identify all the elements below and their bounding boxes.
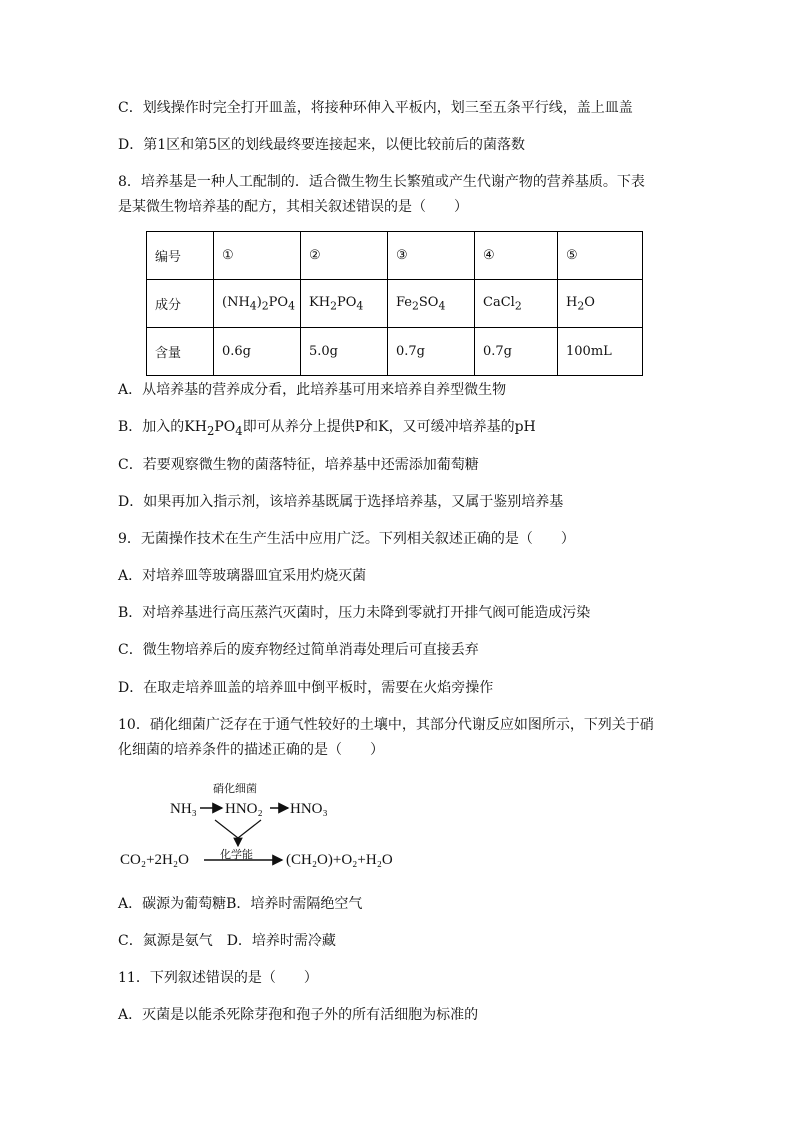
table-row [147, 328, 643, 376]
table-cell: 编号 [147, 232, 214, 280]
table-cell: ⑤ [558, 232, 643, 280]
table-cell: 含量 [147, 328, 214, 376]
table-cell: 0.6g [214, 328, 301, 376]
q10-stem-line1: 10．硝化细菌广泛存在于通气性较好的土壤中，其部分代谢反应如图所示，下列关于硝 [118, 717, 654, 733]
table-cell: ① [214, 232, 301, 280]
label-chemical-energy: 化学能 [220, 848, 253, 861]
q8-option-b: B．加入的$KH_2PO_4$即可从养分上提供P和K，又可缓冲培养基的pH [118, 419, 536, 438]
q10-stem-line2: 化细菌的培养条件的描述正确的是（ ） [118, 742, 384, 758]
table-cell: 0.7g [475, 328, 558, 376]
component-cell: CaCl$_2$ [475, 280, 558, 328]
table-cell: ③ [388, 232, 475, 280]
table-cell: 5.0g [301, 328, 388, 376]
medium-recipe-table [146, 231, 643, 376]
q8-stem-line1: 8．培养基是一种人工配制的．适合微生物生长繁殖或产生代谢产物的营养基质。下表 [118, 174, 645, 190]
component-cell: $H_2O$ [558, 280, 643, 328]
formula-hno2: HNO₂ [225, 801, 263, 817]
energy-branch-lines [215, 820, 261, 838]
q9-option-b: B．对培养基进行高压蒸汽灭菌时，压力未降到零就打开排气阀可能造成污染 [118, 605, 591, 621]
q8-option-a: A．从培养基的营养成分看，此培养基可用来培养自养型微生物 [118, 382, 507, 398]
formula-nh3: NH₃ [170, 801, 197, 817]
q8-stem-line2: 是某微生物培养基的配方，其相关叙述错误的是（ ） [118, 199, 468, 215]
formula-reactants: CO₂+2H₂O [120, 852, 189, 868]
component-cell: $Fe_2SO_4$ [388, 280, 475, 328]
q8-option-c: C．若要观察微生物的菌落特征，培养基中还需添加葡萄糖 [118, 457, 479, 473]
q8-option-d: D．如果再加入指示剂，该培养基既属于选择培养基，又属于鉴别培养基 [118, 494, 564, 510]
q7-option-c: C．划线操作时完全打开皿盖，将接种环伸入平板内，划三至五条平行线，盖上皿盖 [118, 100, 633, 116]
component-cell: $KH_2PO_4$ [301, 280, 388, 328]
q9-option-a: A．对培养皿等玻璃器皿宜采用灼烧灭菌 [118, 568, 367, 584]
table-cell: ② [301, 232, 388, 280]
formula-hno3: HNO₃ [290, 801, 328, 817]
nitrifying-bacteria-reaction-scheme [118, 780, 428, 872]
q11-option-a: A．灭菌是以能杀死除芽孢和孢子外的所有活细胞为标准的 [118, 1007, 479, 1023]
q7-option-d: D．第1区和第5区的划线最终要连接起来，以便比较前后的菌落数 [118, 137, 526, 153]
formula-products: (CH₂O)+O₂+H₂O [286, 852, 393, 868]
table-cell: ④ [475, 232, 558, 280]
table-cell: 100mL [558, 328, 643, 376]
component-cell: $(NH_4)_2PO_4$ [214, 280, 301, 328]
table-row [147, 232, 643, 280]
q9-option-c: C．微生物培养后的废弃物经过简单消毒处理后可直接丢弃 [118, 642, 479, 658]
table-row [147, 280, 643, 328]
q10-options-cd: C．氮源是氨气 D．培养时需冷藏 [118, 933, 336, 949]
label-nitrifying-bacteria: 硝化细菌 [213, 782, 257, 795]
table-cell: 成分 [147, 280, 214, 328]
q9-option-d: D．在取走培养皿盖的培养皿中倒平板时，需要在火焰旁操作 [118, 680, 494, 696]
q10-options-ab: A．碳源为葡萄糖B．培养时需隔绝空气 [118, 896, 363, 912]
q11-stem: 11．下列叙述错误的是（ ） [118, 970, 318, 986]
q9-stem: 9．无菌操作技术在生产生活中应用广泛。下列相关叙述正确的是（ ） [118, 531, 575, 547]
table-cell: 0.7g [388, 328, 475, 376]
